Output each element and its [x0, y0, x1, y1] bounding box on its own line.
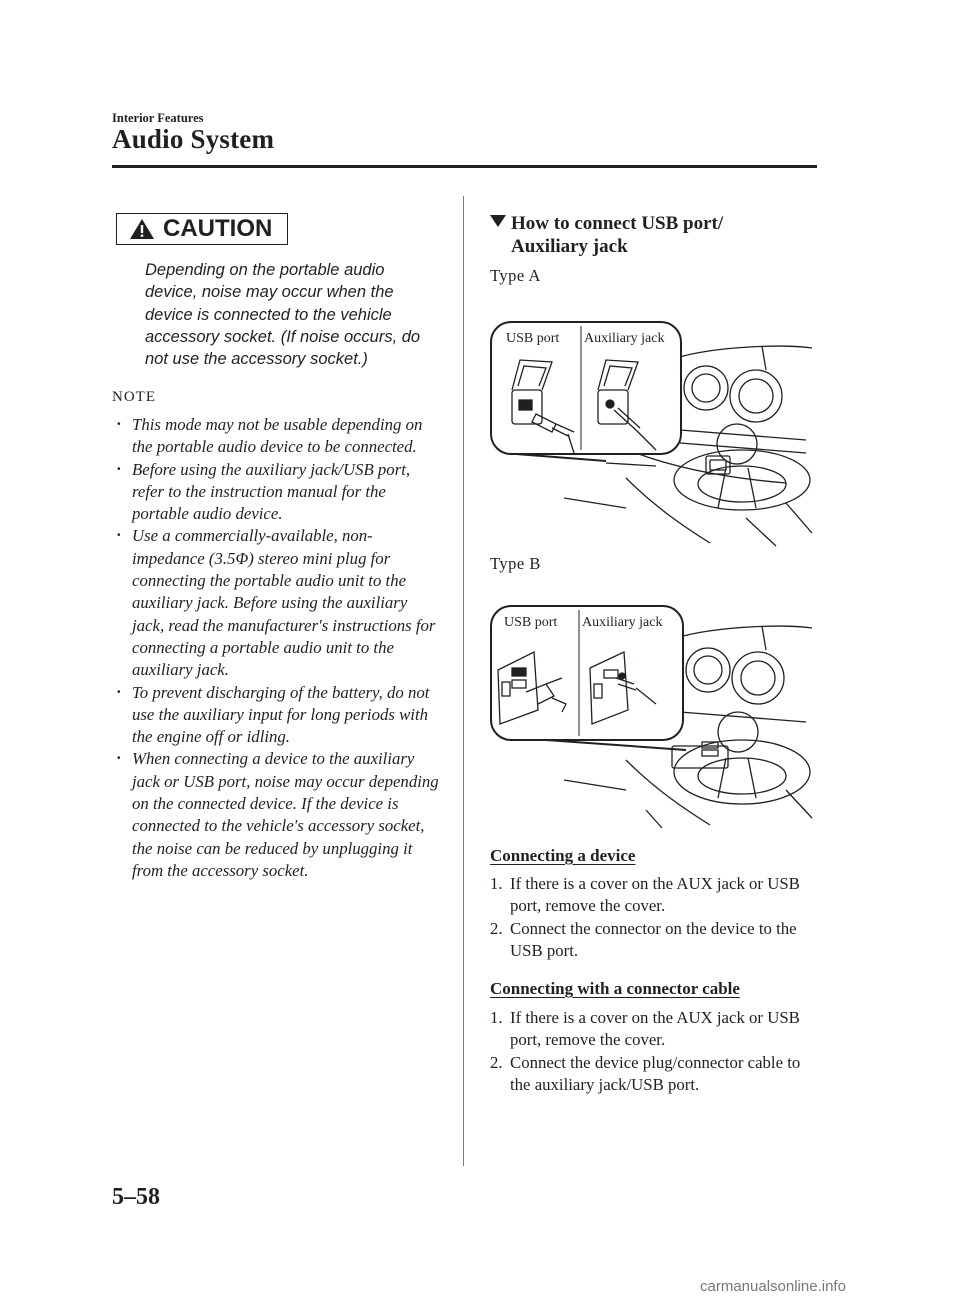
section-label: Interior Features — [112, 111, 204, 125]
page-number: 5–58 — [112, 1184, 160, 1210]
type-a-illustration — [486, 318, 814, 550]
howto-heading-line1: How to connect USB port/ — [511, 213, 724, 234]
type-b-label: Type B — [490, 554, 541, 573]
connecting-device-heading: Connecting a device — [490, 846, 636, 865]
caution-banner — [116, 213, 288, 245]
howto-heading-line2: Auxiliary jack — [511, 236, 628, 257]
connecting-cable-steps — [490, 1007, 820, 1096]
usb-port-callout: USB port — [504, 615, 558, 630]
note-list — [112, 414, 442, 882]
connecting-cable-heading: Connecting with a connector cable — [490, 979, 740, 998]
type-a-label: Type A — [490, 266, 541, 285]
aux-jack-callout: Auxiliary jack — [582, 615, 663, 630]
usb-port-callout: USB port — [506, 331, 560, 346]
caution-text: Depending on the portable audio device, noise may occur when the device is connected to the vehicle accessory socket. (If noise occurs, do not use the accessory socket.) — [145, 261, 421, 369]
note-item: · When connecting a device to the auxiliary jack or USB port, noise may occur depending on the connected device. If the device is connected to the vehicle's accessory socket, the noise can be reduced by unplugging it from the accessory socket. — [112, 748, 442, 882]
note-item: · Before using the auxiliary jack/USB port, refer to the instruction manual for the portable audio device. — [112, 459, 442, 526]
step-item: 2. Connect the connector on the device to the USB port. — [490, 918, 797, 960]
watermark: carmanualsonline.info — [700, 1278, 846, 1295]
step-item: 1. If there is a cover on the AUX jack or USB port, remove the cover. — [490, 1008, 800, 1050]
type-b-illustration — [486, 600, 814, 832]
step-item: 1. If there is a cover on the AUX jack or USB port, remove the cover. — [490, 874, 800, 916]
title-divider — [112, 165, 817, 168]
note-heading: NOTE — [112, 389, 156, 405]
note-item: · This mode may not be usable depending on the portable audio device to be connected. — [112, 414, 442, 459]
page-title: Audio System — [112, 124, 275, 154]
howto-heading — [490, 212, 723, 258]
triangle-bullet-icon — [490, 215, 506, 227]
caution-label: CAUTION — [163, 215, 273, 242]
note-item: · To prevent discharging of the battery, do not use the auxiliary input for long periods with the engine off or idling. — [112, 682, 442, 749]
step-text: Connect the device plug/connector cable to the auxiliary jack/USB port. — [510, 1052, 801, 1094]
step-item: 2. Connect the device plug/connector cable to the auxiliary jack/USB port. — [490, 1052, 801, 1094]
step-text: If there is a cover on the AUX jack or USB port, remove the cover. — [510, 874, 800, 916]
step-text: If there is a cover on the AUX jack or USB port, remove the cover. — [510, 1008, 800, 1050]
column-divider — [463, 196, 464, 1166]
step-text: Connect the connector on the device to the USB port. — [510, 918, 797, 960]
warning-icon — [129, 218, 155, 240]
note-item: · Use a commercially-available, non-impedance (3.5Φ) stereo mini plug for connecting the portable audio unit to the auxiliary jack. Before using the auxiliary jack, read the manufacturer's instructions for connecting a portable audio unit to the auxiliary jack. — [112, 525, 442, 681]
connecting-device-steps — [490, 873, 820, 962]
aux-jack-callout: Auxiliary jack — [584, 331, 665, 346]
